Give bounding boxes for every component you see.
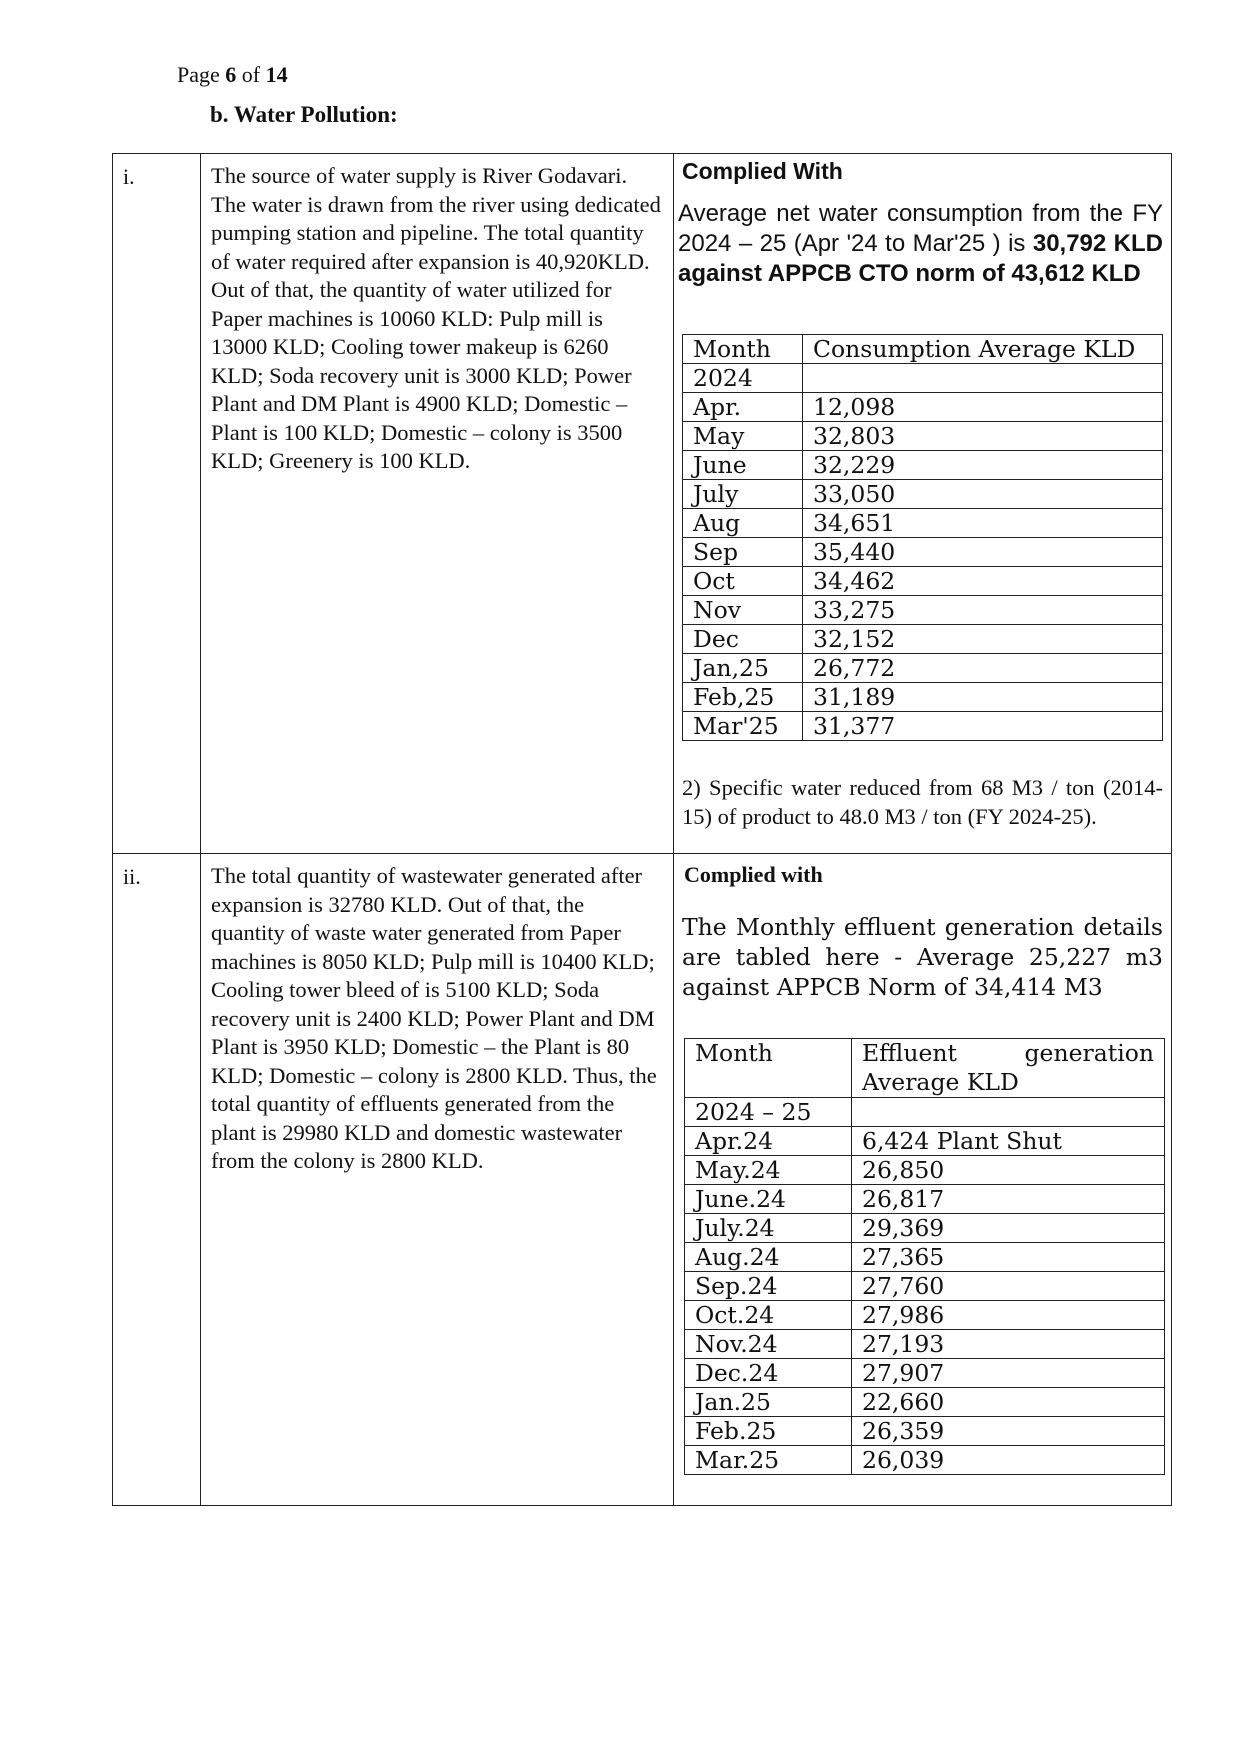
- month-cell: May: [683, 422, 803, 451]
- month-cell: Aug: [683, 509, 803, 538]
- month-cell: Feb.25: [685, 1417, 852, 1446]
- month-cell: Jan,25: [683, 654, 803, 683]
- table-row: [685, 1330, 1165, 1359]
- header-word: generation: [1024, 1039, 1154, 1067]
- month-cell: Nov.24: [685, 1330, 852, 1359]
- month-cell: Dec: [683, 625, 803, 654]
- month-cell: Dec.24: [685, 1359, 852, 1388]
- month-cell: Sep: [683, 538, 803, 567]
- value-cell: 26,817: [852, 1185, 1165, 1214]
- status-label: Complied With: [682, 158, 843, 184]
- value-cell: 34,651: [803, 509, 1163, 538]
- table-row: [685, 1243, 1165, 1272]
- table-row: [683, 596, 1163, 625]
- compliance-row-i: [113, 154, 1172, 854]
- table-row: [683, 538, 1163, 567]
- month-cell: Oct: [683, 567, 803, 596]
- table-row: [685, 1417, 1165, 1446]
- value-cell: 26,359: [852, 1417, 1165, 1446]
- column-header-month: Month: [685, 1039, 852, 1098]
- total-pages: 14: [265, 62, 288, 87]
- value-cell: 31,189: [803, 683, 1163, 712]
- table-row: [685, 1127, 1165, 1156]
- section-heading: b. Water Pollution:: [210, 102, 398, 127]
- month-cell: Sep.24: [685, 1272, 852, 1301]
- month-cell: Nov: [683, 596, 803, 625]
- table-row: [683, 451, 1163, 480]
- value-cell: 27,760: [852, 1272, 1165, 1301]
- month-cell: Mar'25: [683, 712, 803, 741]
- value-cell: 32,152: [803, 625, 1163, 654]
- specific-water-note: 2) Specific water reduced from 68 M3 / ton (2014-15) of product to 48.0 M3 / ton (FY 2024-25).: [682, 775, 1163, 829]
- table-row: [685, 1301, 1165, 1330]
- row-number: i.: [113, 154, 201, 854]
- table-row: [685, 1359, 1165, 1388]
- header-line: Average KLD: [862, 1068, 1019, 1096]
- water-consumption-table: [682, 334, 1163, 741]
- table-year-row: [683, 364, 1163, 393]
- table-row: [683, 625, 1163, 654]
- value-cell: 33,275: [803, 596, 1163, 625]
- table-row: [685, 1388, 1165, 1417]
- summary-highlight: 30,792 KLD against APPCB CTO norm of 43,612 KLD: [678, 230, 1163, 287]
- month-cell: Aug.24: [685, 1243, 852, 1272]
- current-page: 6: [225, 62, 237, 87]
- column-header-consumption: Consumption Average KLD: [803, 335, 1163, 364]
- value-cell: 27,986: [852, 1301, 1165, 1330]
- month-cell: Apr.: [683, 393, 803, 422]
- effluent-summary: The Monthly effluent generation details are tabled here - Average 25,227 m3 against APPCB Norm of 34,414 M3: [682, 913, 1163, 1001]
- value-cell: 32,803: [803, 422, 1163, 451]
- condition-text: The source of water supply is River Godavari. The water is drawn from the river using dedicated pumping station and pipeline. The total quantity of water required after expansion is 40,920KLD. Out of that, the quantity of water utilized for Paper machines is 10060 KLD: Pulp mill is 13000 KLD; Cooling tower makeup is 6260 KLD; Soda recovery unit is 3000 KLD; Power Plant and DM Plant is 4900 KLD; Domestic – Plant is 100 KLD; Domestic – colony is 3500 KLD; Greenery is 100 KLD.: [201, 154, 674, 854]
- month-cell: July.24: [685, 1214, 852, 1243]
- month-cell: May.24: [685, 1156, 852, 1185]
- value-cell: 29,369: [852, 1214, 1165, 1243]
- table-row: [683, 509, 1163, 538]
- table-row: [683, 712, 1163, 741]
- summary-text: Average net water consumption from the FY 2024 – 25 (Apr '24 to Mar'25 ) is: [678, 200, 1163, 257]
- value-cell: 31,377: [803, 712, 1163, 741]
- value-cell: 27,365: [852, 1243, 1165, 1272]
- value-cell: 26,772: [803, 654, 1163, 683]
- table-row: [683, 480, 1163, 509]
- condition-text: The total quantity of wastewater generated after expansion is 32780 KLD. Out of that, the quantity of waste water generated from Paper machines is 8050 KLD; Pulp mill is 10400 KLD; Cooling tower bleed of is 5100 KLD; Soda recovery unit is 2400 KLD; Power Plant and DM Plant is 3950 KLD; Domestic – the Plant is 80 KLD; Domestic – colony is 2800 KLD. Thus, the total quantity of effluents generated from the plant is 29980 KLD and domestic wastewater from the colony is 2800 KLD.: [201, 854, 674, 1506]
- page-label: Page: [177, 62, 220, 87]
- value-cell: 22,660: [852, 1388, 1165, 1417]
- year-cell: 2024: [683, 364, 803, 393]
- compliance-row-ii: [113, 854, 1172, 1506]
- value-cell: 12,098: [803, 393, 1163, 422]
- month-cell: Apr.24: [685, 1127, 852, 1156]
- value-cell: 33,050: [803, 480, 1163, 509]
- water-consumption-summary: [678, 199, 1163, 289]
- month-cell: July: [683, 480, 803, 509]
- month-cell: June.24: [685, 1185, 852, 1214]
- empty-cell: [803, 364, 1163, 393]
- value-cell: 34,462: [803, 567, 1163, 596]
- empty-cell: [852, 1098, 1165, 1127]
- table-row: [685, 1272, 1165, 1301]
- value-cell: 27,193: [852, 1330, 1165, 1359]
- value-cell: 32,229: [803, 451, 1163, 480]
- table-row: [683, 683, 1163, 712]
- table-header-row: [683, 335, 1163, 364]
- table-row: [683, 567, 1163, 596]
- table-row: [685, 1446, 1165, 1475]
- effluent-generation-table: [684, 1038, 1165, 1475]
- value-cell: 6,424 Plant Shut: [852, 1127, 1165, 1156]
- value-cell: 27,907: [852, 1359, 1165, 1388]
- month-cell: Mar.25: [685, 1446, 852, 1475]
- header-word: Effluent: [862, 1039, 957, 1067]
- page-separator: of: [241, 62, 261, 87]
- row-number: ii.: [113, 854, 201, 1506]
- month-cell: Jan.25: [685, 1388, 852, 1417]
- page-number: [177, 62, 288, 88]
- table-row: [685, 1214, 1165, 1243]
- year-cell: 2024 – 25: [685, 1098, 852, 1127]
- table-row: [685, 1156, 1165, 1185]
- compliance-status-cell: [674, 154, 1172, 854]
- value-cell: 26,039: [852, 1446, 1165, 1475]
- table-row: [683, 422, 1163, 451]
- value-cell: 26,850: [852, 1156, 1165, 1185]
- table-year-row: [685, 1098, 1165, 1127]
- month-cell: Oct.24: [685, 1301, 852, 1330]
- value-cell: 35,440: [803, 538, 1163, 567]
- table-header-row: [685, 1039, 1165, 1098]
- table-row: [683, 654, 1163, 683]
- month-cell: June: [683, 451, 803, 480]
- column-header-effluent: [852, 1039, 1165, 1098]
- compliance-table: [112, 153, 1172, 1506]
- month-cell: Feb,25: [683, 683, 803, 712]
- table-row: [685, 1185, 1165, 1214]
- column-header-month: Month: [683, 335, 803, 364]
- compliance-status-cell: [674, 854, 1172, 1506]
- status-label: Complied with: [684, 862, 823, 887]
- table-row: [683, 393, 1163, 422]
